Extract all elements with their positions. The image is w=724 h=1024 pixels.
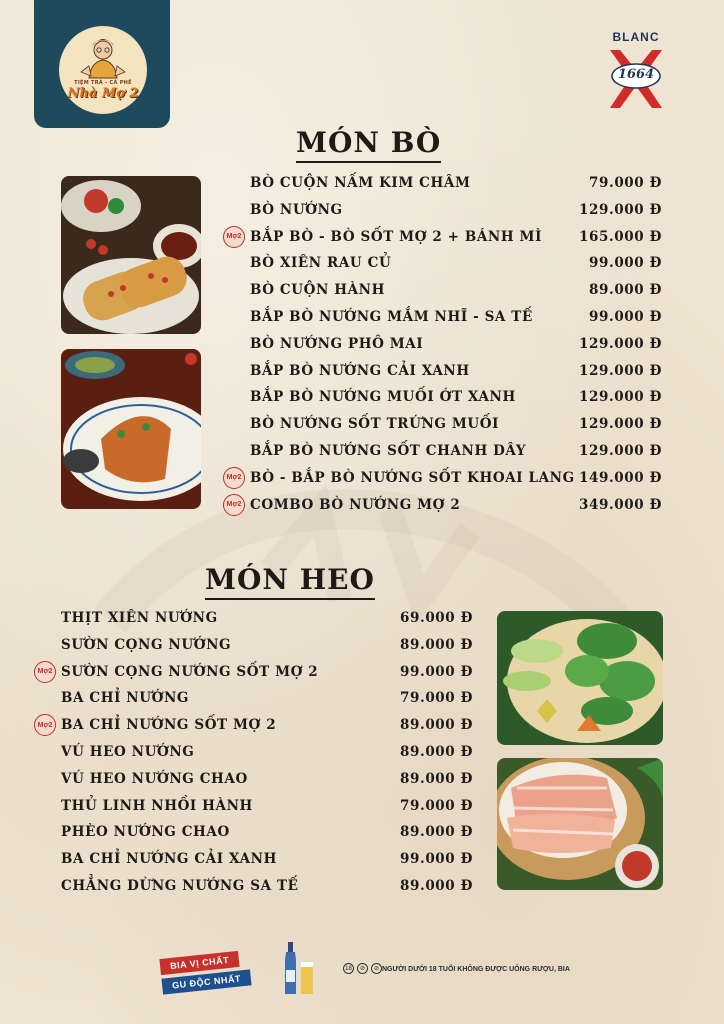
menu-item-name: BẮP BÒ NƯỚNG CẢI XANH — [250, 362, 470, 379]
signature-badge-icon: Mợ2 — [34, 714, 56, 736]
logo-subtitle: TIỆM TRÀ - CÀ PHÊ — [74, 80, 132, 86]
menu-item-price: 89.000 Đ — [400, 744, 473, 760]
menu-item — [250, 467, 662, 489]
menu-item-name: BẮP BÒ NƯỚNG SỐT CHANH DÂY — [250, 443, 527, 459]
dish-photo-heo-1 — [497, 611, 663, 745]
menu-item-name: CHẲNG DỪNG NƯỚNG SA TẾ — [61, 878, 299, 894]
menu-item-name: BÒ CUỘN HÀNH — [250, 282, 385, 299]
menu-item-name: BÒ CUỘN NẤM KIM CHÂM — [250, 175, 471, 191]
menu-item-price: 89.000 Đ — [400, 636, 473, 653]
menu-item-price: 99.000 Đ — [400, 663, 473, 680]
menu-item — [61, 741, 473, 763]
brand-number: 1664 — [617, 67, 655, 82]
menu-item-name: BẮP BÒ - BÒ SỐT MỢ 2 + BÁNH MÌ — [250, 228, 542, 245]
menu-item-price: 149.000 Đ — [579, 469, 662, 486]
menu-item — [61, 848, 473, 870]
menu-item-price: 129.000 Đ — [579, 362, 662, 379]
menu-item-price: 129.000 Đ — [579, 416, 662, 433]
menu-item-price: 89.000 Đ — [400, 717, 473, 734]
logo-name: Nhà Mợ 2 — [67, 86, 139, 101]
menu-item-name: BÒ - BẮP BÒ NƯỚNG SỐT KHOAI LANG — [250, 469, 575, 486]
menu-item — [61, 661, 473, 683]
menu-item-name: SƯỜN CỌNG NƯỚNG SỐT MỢ 2 — [61, 663, 319, 680]
menu-item-price: 99.000 Đ — [589, 309, 662, 325]
menu-item — [250, 360, 662, 382]
menu-item-price: 79.000 Đ — [400, 690, 473, 707]
menu-item — [61, 768, 473, 790]
menu-item — [250, 413, 662, 435]
menu-item-price: 89.000 Đ — [400, 824, 473, 841]
section-title-bo: MÓN BÒ — [296, 126, 441, 163]
menu-item — [61, 795, 473, 817]
age-restriction-icon: 18 — [343, 963, 354, 974]
menu-item-name: BẮP BÒ NƯỚNG MUỐI ỚT XANH — [250, 389, 516, 406]
menu-item — [250, 386, 662, 408]
footer-note: NGƯỜI DƯỚI 18 TUỔI KHÔNG ĐƯỢC UỐNG RƯỢU, BIA — [382, 966, 570, 973]
menu-item — [61, 687, 473, 709]
menu-item-price: 89.000 Đ — [400, 770, 473, 787]
menu-item-price: 69.000 Đ — [400, 610, 473, 626]
menu-item — [250, 226, 662, 248]
menu-item — [61, 634, 473, 656]
dish-photo-bo-2 — [61, 349, 201, 509]
menu-item-name: BA CHỈ NƯỚNG CẢI XANH — [61, 851, 277, 868]
menu-item-price: 129.000 Đ — [579, 389, 662, 406]
menu-item-name: COMBO BÒ NƯỚNG MỢ 2 — [250, 496, 461, 513]
menu-item-name: SƯỜN CỌNG NƯỚNG — [61, 636, 232, 653]
signature-badge-icon: Mợ2 — [223, 226, 245, 248]
menu-item — [250, 333, 662, 355]
menu-item-price: 89.000 Đ — [400, 878, 473, 894]
menu-item — [61, 821, 473, 843]
logo-emblem — [59, 26, 147, 114]
menu-item-name: BÒ NƯỚNG — [250, 201, 343, 218]
menu-item-price: 79.000 Đ — [400, 797, 473, 814]
menu-item — [250, 172, 662, 194]
menu-item-price: 99.000 Đ — [589, 255, 662, 272]
menu-item-name: BÒ NƯỚNG PHÔ MAI — [250, 335, 424, 352]
menu-item — [250, 279, 662, 301]
menu-item-price: 99.000 Đ — [400, 851, 473, 868]
menu-item-name: BA CHỈ NƯỚNG SỐT MỢ 2 — [61, 717, 277, 734]
menu-item-price: 89.000 Đ — [589, 282, 662, 299]
brand-top-text: BLANC — [612, 30, 660, 44]
dish-photo-heo-2 — [497, 758, 663, 890]
menu-item-name: BÒ XIÊN RAU CỦ — [250, 255, 392, 272]
menu-item — [61, 607, 473, 629]
section-title-heo: MÓN HEO — [205, 563, 375, 600]
menu-item-name: VÚ HEO NƯỚNG CHAO — [61, 770, 248, 787]
signature-badge-icon: Mợ2 — [223, 467, 245, 489]
menu-item-price: 349.000 Đ — [579, 496, 662, 513]
signature-badge-icon: Mợ2 — [223, 494, 245, 516]
beer-bottle-icon — [284, 940, 316, 996]
menu-item-price: 165.000 Đ — [579, 228, 662, 245]
menu-item-name: VÚ HEO NƯỚNG — [61, 744, 195, 760]
menu-item-name: THỊT XIÊN NƯỚNG — [61, 610, 218, 626]
menu-item-name: BẮP BÒ NƯỚNG MẮM NHĨ - SA TẾ — [250, 309, 533, 325]
menu-item-name: PHÈO NƯỚNG CHAO — [61, 824, 230, 841]
footer-tag-1: BIA VỊ CHẤT — [159, 951, 239, 975]
menu-item-price: 129.000 Đ — [579, 443, 662, 459]
menu-item — [250, 440, 662, 462]
beer-brand-logo — [604, 30, 668, 116]
menu-item — [61, 714, 473, 736]
footer-tag-2: GU ĐỘC NHẤT — [161, 969, 251, 994]
signature-badge-icon: Mợ2 — [34, 661, 56, 683]
menu-item-name: THỦ LINH NHỒI HÀNH — [61, 797, 253, 814]
menu-item-price: 79.000 Đ — [589, 175, 662, 191]
no-driving-icon: ⊘ — [371, 963, 382, 974]
menu-item-price: 129.000 Đ — [579, 201, 662, 218]
menu-item — [250, 494, 662, 516]
menu-item-name: BÒ NƯỚNG SỐT TRỨNG MUỐI — [250, 416, 500, 433]
no-drinking-icon: ⊘ — [357, 963, 368, 974]
menu-item — [250, 199, 662, 221]
menu-item — [61, 875, 473, 897]
menu-item — [250, 252, 662, 274]
menu-item — [250, 306, 662, 328]
menu-item-price: 129.000 Đ — [579, 335, 662, 352]
restaurant-logo — [34, 0, 170, 128]
warning-icons — [343, 963, 382, 974]
menu-item-name: BA CHỈ NƯỚNG — [61, 690, 190, 707]
dish-photo-bo-1 — [61, 176, 201, 334]
